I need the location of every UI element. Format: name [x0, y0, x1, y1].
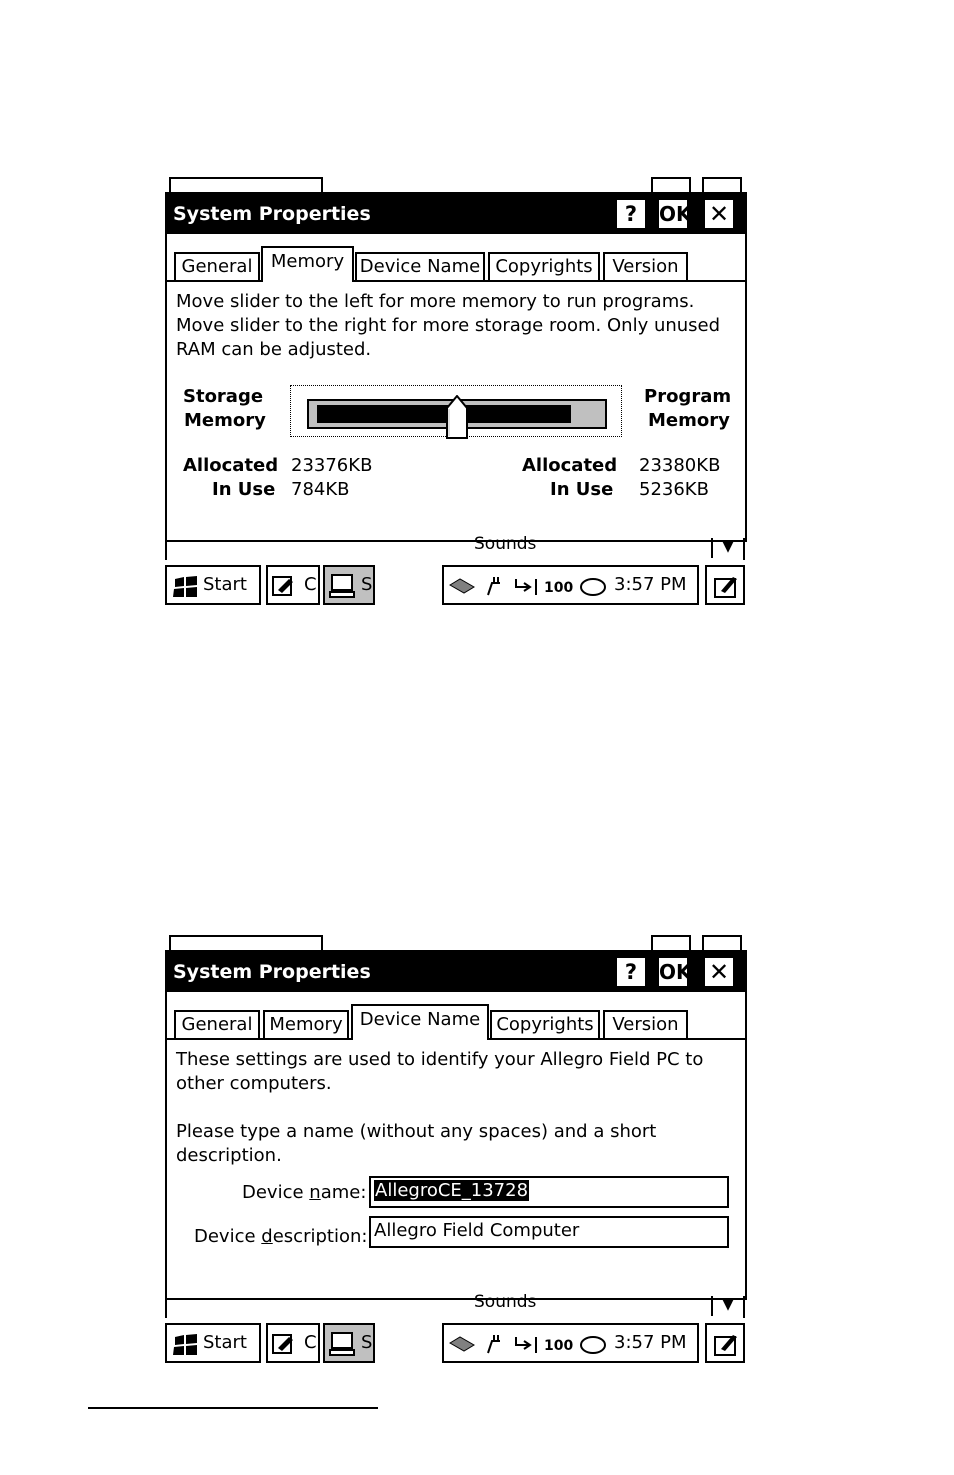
footnote-rule [88, 1407, 378, 1409]
sounds-bar[interactable] [165, 1292, 745, 1318]
tab-device-name[interactable]: Device Name [355, 252, 485, 280]
storage-memory-label-line1: Storage [183, 386, 264, 407]
start-button[interactable] [165, 565, 261, 605]
control-panel-icon [271, 1332, 297, 1356]
system-computer-icon [328, 573, 358, 599]
tab-version[interactable]: Version [603, 1010, 688, 1038]
system-tray [442, 565, 699, 605]
sounds-label: Sounds [474, 1292, 537, 1312]
dropdown-arrow-icon[interactable]: ▼ [711, 1296, 743, 1316]
storage-memory-label-line2: Memory [184, 410, 266, 431]
device-name-value: AllegroCE_13728 [375, 1180, 529, 1201]
tray-icons [448, 575, 613, 599]
program-allocated-value: 23380KB [639, 455, 721, 476]
screenshot-device-name-tab [165, 933, 745, 1365]
taskbar [165, 1323, 745, 1365]
start-button[interactable] [165, 1323, 261, 1363]
system-computer-icon [328, 1331, 358, 1357]
tab-version[interactable]: Version [603, 252, 688, 280]
taskbar-item-s[interactable] [323, 1323, 375, 1363]
show-desktop-button[interactable] [705, 1323, 745, 1363]
taskbar-item-s-label: S [361, 574, 373, 595]
close-button[interactable]: ✕ [703, 198, 735, 230]
ok-button[interactable]: OK [657, 956, 689, 988]
device-name-label: Device name: [242, 1182, 367, 1203]
taskbar [165, 565, 745, 607]
taskbar-item-s[interactable] [323, 565, 375, 605]
tab-strip [167, 1004, 745, 1040]
tab-general[interactable]: General [174, 1010, 260, 1038]
memory-description [176, 290, 737, 362]
device-description-input[interactable] [369, 1216, 729, 1248]
help-button[interactable]: ? [615, 198, 647, 230]
tab-memory[interactable]: Memory [261, 246, 354, 282]
dialog-title: System Properties [173, 203, 371, 225]
clock-time: 3:57 PM [614, 1332, 687, 1353]
taskbar-item-s-label: S [361, 1332, 373, 1353]
system-tray [442, 1323, 699, 1363]
dropdown-arrow-icon[interactable]: ▼ [711, 538, 743, 558]
identify-text: These settings are used to identify your Allegro Field PC to other computers. [176, 1049, 704, 1094]
taskbar-item-c[interactable] [266, 1323, 320, 1363]
title-bar [167, 194, 745, 234]
tab-copyrights[interactable]: Copyrights [488, 252, 600, 280]
program-memory-label-line1: Program [644, 386, 732, 407]
device-name-description [176, 1048, 737, 1168]
svg-text:100: 100 [544, 580, 574, 596]
instruction-text: Please type a name (without any spaces) and a short description. [176, 1121, 657, 1166]
start-label: Start [203, 1332, 247, 1353]
sounds-bar[interactable] [165, 534, 745, 560]
device-description-value: Allegro Field Computer [374, 1220, 580, 1241]
tab-general[interactable]: General [174, 252, 260, 280]
storage-allocated-label: Allocated [183, 455, 279, 476]
memory-help-text: Move slider to the left for more memory to run programs. Move slider to the right for more storage room. Only unused RAM can be adjusted. [176, 291, 721, 360]
storage-in-use-value: 784KB [291, 479, 350, 500]
taskbar-item-c-label: C [304, 574, 317, 595]
storage-allocated-value: 23376KB [291, 455, 373, 476]
memory-slider-fill [317, 405, 571, 423]
windows-flag-icon [172, 576, 200, 598]
control-panel-icon [271, 574, 297, 598]
svg-text:100: 100 [544, 1338, 574, 1354]
tab-copyrights[interactable]: Copyrights [490, 1010, 600, 1038]
desktop-icon [713, 573, 739, 599]
device-name-input[interactable] [369, 1176, 729, 1208]
dialog-title: System Properties [173, 961, 371, 983]
tray-icons [448, 1333, 613, 1357]
system-properties-dialog [165, 192, 747, 542]
windows-flag-icon [172, 1334, 200, 1356]
memory-slider-thumb[interactable] [446, 395, 468, 439]
start-label: Start [203, 574, 247, 595]
title-bar [167, 952, 745, 992]
tab-device-name[interactable]: Device Name [351, 1004, 489, 1040]
program-in-use-value: 5236KB [639, 479, 709, 500]
system-properties-dialog [165, 950, 747, 1300]
ok-button[interactable]: OK [657, 198, 689, 230]
help-button[interactable]: ? [615, 956, 647, 988]
tab-strip [167, 246, 745, 282]
device-description-label: Device description: [194, 1226, 368, 1247]
desktop-icon [713, 1331, 739, 1357]
program-in-use-label: In Use [550, 479, 614, 500]
clock-time: 3:57 PM [614, 574, 687, 595]
program-allocated-label: Allocated [522, 455, 618, 476]
sounds-label: Sounds [474, 534, 537, 554]
program-memory-label-line2: Memory [648, 410, 730, 431]
tab-memory[interactable]: Memory [263, 1010, 349, 1038]
close-button[interactable]: ✕ [703, 956, 735, 988]
taskbar-item-c[interactable] [266, 565, 320, 605]
storage-in-use-label: In Use [212, 479, 276, 500]
show-desktop-button[interactable] [705, 565, 745, 605]
screenshot-memory-tab [165, 175, 745, 607]
taskbar-item-c-label: C [304, 1332, 317, 1353]
